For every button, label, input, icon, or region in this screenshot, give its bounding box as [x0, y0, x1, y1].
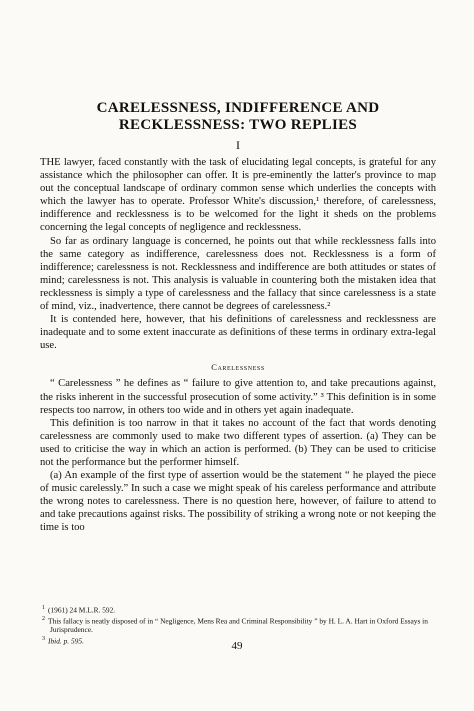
paragraph-3: It is contended here, however, that his definitions of carelessness and recklessness are inadequate and to some extent inaccurate as definitions of these terms in ordinary extra-legal use.	[40, 314, 436, 352]
page-number: 49	[231, 640, 243, 652]
subheading-carelessness: Carelessness	[211, 362, 265, 373]
footnote-1	[40, 604, 436, 615]
footnote-mark: 2	[42, 615, 45, 622]
footnote-mark: 3	[42, 635, 45, 642]
section-number: I	[236, 138, 240, 152]
footnote-text: This fallacy is neatly disposed of in “ Negligence, Mens Rea and Criminal Responsibility ” by H. L. A. Hart in Oxford Essays in Jurisprudence.	[48, 616, 428, 635]
paragraph-2: So far as ordinary language is concerned, he points out that while recklessness falls into the same category as indifference, carelessness does not. Recklessness is a form of indifference; carelessness is not. Recklessness and indifference are both attitudes or states of mind; carelessness is not. This analysis is valuable in countering both the mistaken idea that recklessness is simply a type of carelessness and the fallacy that since carelessness is a state of mind, viz., inadvertence, there cannot be degrees of carelessness.²	[40, 235, 436, 313]
paragraph-1: THE lawyer, faced constantly with the task of elucidating legal concepts, is grateful for any assistance which the philosopher can offer. It is pre-eminently the latter's province to map out the conceptual landscape of ordinary common sense which underlies the concepts with which the lawyer has to operate. Professor White's discussion,¹ therefore, of carelessness, indifference and recklessness is to be welcomed for the light it sheds on the problems concerning the legal concepts of negligence and recklessness.	[40, 157, 436, 234]
paragraph-4: “ Carelessness ” he defines as “ failure to give attention to, and take precautions against, the risks inherent in the successful prosecution of some activity.” ³ This definition is in some respects too narrow, in others too wide and in others yet again inadequate.	[40, 378, 436, 416]
article-title	[40, 100, 436, 134]
footnote-text: Ibid. p. 595.	[48, 636, 84, 646]
paragraph-6: (a) An example of the first type of assertion would be the statement “ he played the piece of music carelessly.” In such a case we might speak of his careless performance and attribute the wrong notes to carelessness. There is no question here, however, of failure to attend to and take precautions against risks. The possibility of striking a wrong note or not keeping the time is too	[40, 470, 436, 534]
footnote-2	[40, 615, 436, 635]
paragraph-5: This definition is too narrow in that it takes no account of the fact that words denoting carelessness are commonly used to make two different types of assertion. (a) They can be used to criticise the way in which an action is performed. (b) They can be used to criticise not the performance but the performer himself.	[40, 417, 436, 468]
title-line-2: RECKLESSNESS: TWO REPLIES	[118, 117, 358, 133]
title-line-1: CARELESSNESS, INDIFFERENCE AND	[96, 100, 380, 116]
footnote-text: (1961) 24 M.L.R. 592.	[48, 605, 116, 615]
footnote-mark: 1	[42, 605, 45, 611]
article	[40, 100, 436, 535]
